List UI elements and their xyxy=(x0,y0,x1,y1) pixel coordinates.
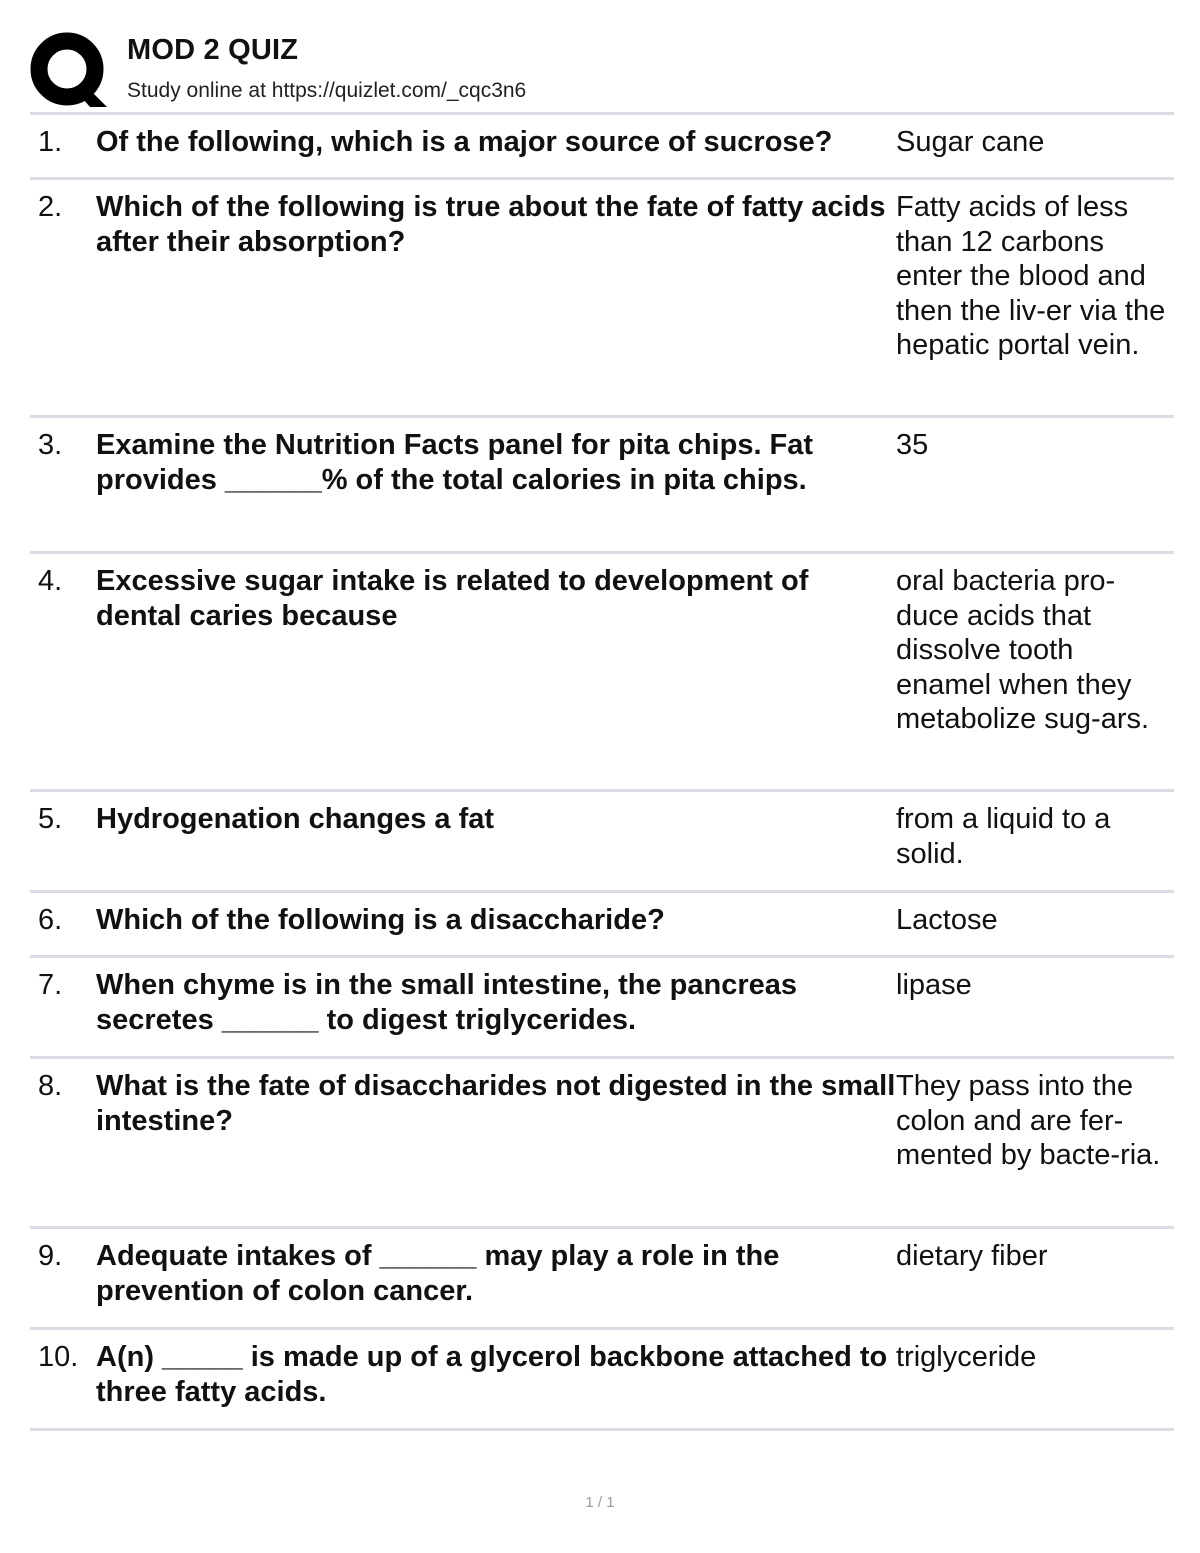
page-header xyxy=(30,30,1175,108)
answer-text: 35 xyxy=(896,429,929,461)
question-row-2 xyxy=(30,180,1174,418)
question-text: When chyme is in the small intestine, the pancreas secretes ______ to digest triglycerides. xyxy=(96,969,798,1036)
question-number: 8. xyxy=(38,1070,63,1102)
question-number: 6. xyxy=(38,904,63,936)
answer-text: lipase xyxy=(896,969,972,1001)
question-number: 7. xyxy=(38,969,63,1001)
question-text: A(n) _____ is made up of a glycerol backbone attached to three fatty acids. xyxy=(96,1341,888,1408)
question-text: Examine the Nutrition Facts panel for pita chips. Fat provides ______% of the total calories in pita chips. xyxy=(96,429,814,496)
question-row-9 xyxy=(30,1229,1174,1330)
question-number: 9. xyxy=(38,1240,63,1272)
question-text: Excessive sugar intake is related to development of dental caries because xyxy=(96,565,809,632)
quizlet-q-logo-icon xyxy=(30,32,108,108)
question-number: 2. xyxy=(38,191,63,223)
page-indicator: 1 / 1 xyxy=(585,1494,615,1511)
answer-text: oral bacteria pro-duce acids that dissolve tooth enamel when they metabolize sug-ars. xyxy=(896,565,1150,735)
question-row-7 xyxy=(30,958,1174,1059)
question-row-3 xyxy=(30,418,1174,554)
question-text: Which of the following is true about the fate of fatty acids after their absorption? xyxy=(96,191,886,258)
study-online-link-text: Study online at https://quizlet.com/_cqc3n6 xyxy=(127,79,527,102)
question-text: Hydrogenation changes a fat xyxy=(96,803,495,835)
answer-text: Fatty acids of less than 12 carbons enter the blood and then the liv-er via the hepatic portal vein. xyxy=(896,191,1166,361)
question-number: 10. xyxy=(38,1341,79,1373)
answer-text: dietary fiber xyxy=(896,1240,1048,1272)
question-list xyxy=(30,115,1174,1431)
answer-text: Sugar cane xyxy=(896,126,1045,158)
answer-text: They pass into the colon and are fer-mented by bacte-ria. xyxy=(896,1070,1161,1171)
question-row-10 xyxy=(30,1330,1174,1431)
question-row-6 xyxy=(30,893,1174,958)
question-text: Of the following, which is a major source of sucrose? xyxy=(96,126,833,158)
question-text: Which of the following is a disaccharide? xyxy=(96,904,665,936)
answer-text: Lactose xyxy=(896,904,998,936)
question-row-4 xyxy=(30,554,1174,792)
question-number: 5. xyxy=(38,803,63,835)
question-row-1 xyxy=(30,115,1174,180)
answer-text: from a liquid to a solid. xyxy=(896,803,1111,870)
question-number: 4. xyxy=(38,565,63,597)
question-text: Adequate intakes of ______ may play a role in the prevention of colon cancer. xyxy=(96,1240,780,1307)
question-number: 1. xyxy=(38,126,63,158)
question-row-5 xyxy=(30,792,1174,893)
answer-text: triglyceride xyxy=(896,1341,1037,1373)
question-text: What is the fate of disaccharides not digested in the small intestine? xyxy=(96,1070,896,1137)
question-row-8 xyxy=(30,1059,1174,1229)
question-number: 3. xyxy=(38,429,63,461)
page-title: MOD 2 QUIZ xyxy=(127,34,299,66)
